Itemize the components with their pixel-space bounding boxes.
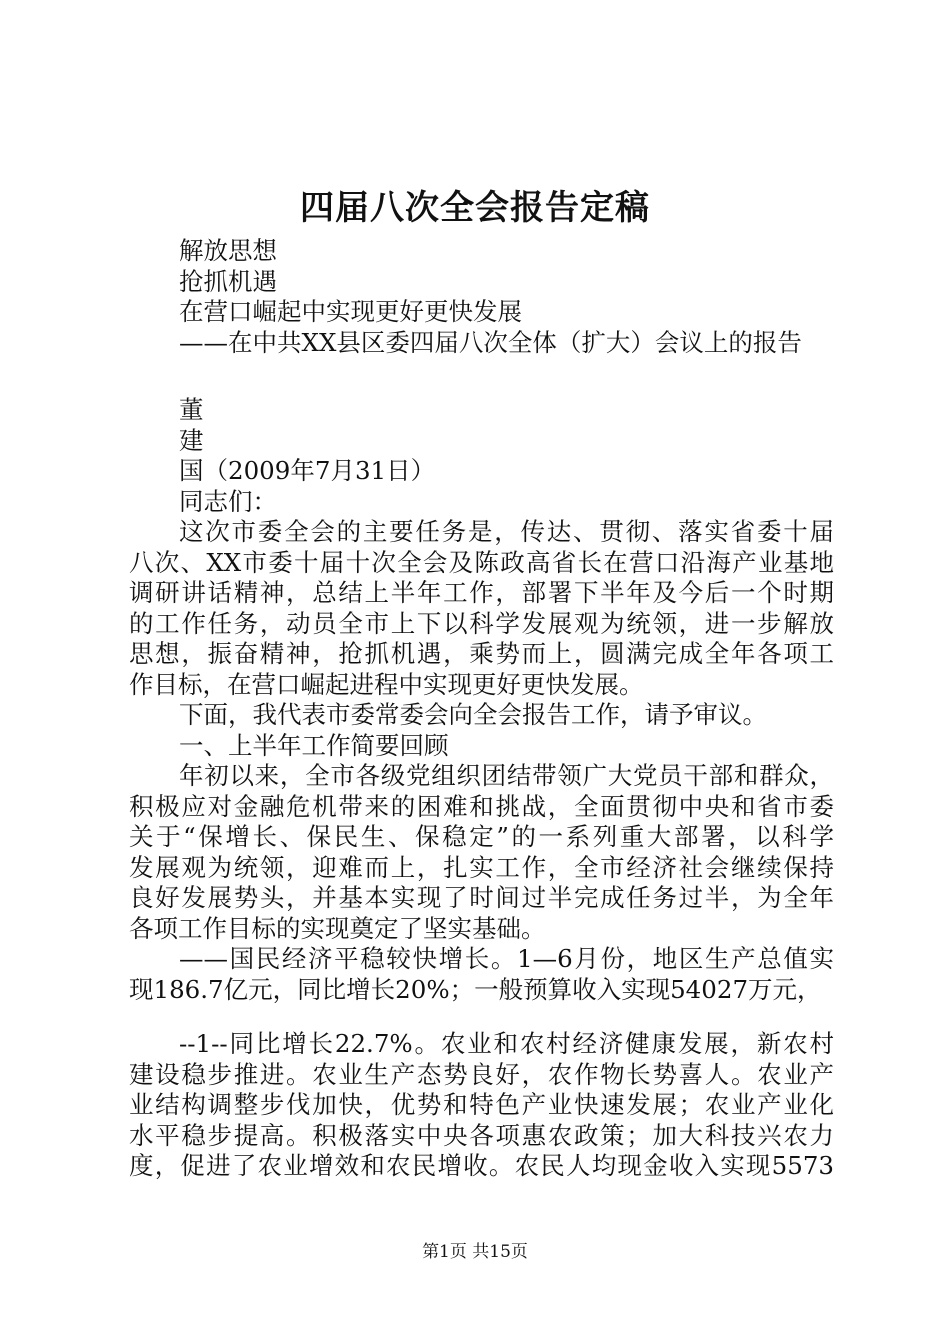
paragraph-line: 水平稳步提高。积极落实中央各项惠农政策；加大科技兴农力 xyxy=(129,1120,834,1150)
spacer xyxy=(129,358,834,395)
author-date-line: 国（2009年7月31日） xyxy=(179,456,436,485)
paragraph-line: 良好发展势头，并基本实现了时间过半完成任务过半，为全年 xyxy=(129,883,834,912)
section-heading: 一、上半年工作简要回顾 xyxy=(179,730,449,760)
paragraph-line: 各项工作目标的实现奠定了坚实基础。 xyxy=(129,913,546,943)
paragraph-line: ——国民经济平稳较快增长。1—6月份，地区生产总值实 xyxy=(179,944,834,973)
document-body xyxy=(129,236,834,1005)
paragraph-line: 这次市委全会的主要任务是，传达、贯彻、落实省委十届 xyxy=(179,517,834,546)
salutation: 同志们： xyxy=(179,486,277,516)
paragraph-line: 八次、XX市委十届十次全会及陈政高省长在营口沿海产业基地 xyxy=(129,547,834,577)
paragraph-line: 积极应对金融危机带来的困难和挑战，全面贯彻中央和省市委 xyxy=(129,791,834,821)
paragraph-line: 现186.7亿元，同比增长20%；一般预算收入实现54027万元， xyxy=(129,974,822,1004)
paragraph-line: 调研讲话精神，总结上半年工作，部署下半年及今后一个时期 xyxy=(129,578,834,607)
paragraph-line: 发展观为统领，迎难而上，扎实工作，全市经济社会继续保持 xyxy=(129,852,834,882)
document-body-continued xyxy=(129,1029,834,1182)
paragraph-line: 下面，我代表市委常委会向全会报告工作，请予审议。 xyxy=(179,700,767,729)
author-line: 董 xyxy=(179,395,204,424)
subtitle-line: ——在中共XX县区委四届八次全体（扩大）会议上的报告 xyxy=(179,327,802,357)
paragraph-line: 建设稳步推进。农业生产态势良好，农作物长势喜人。农业产 xyxy=(129,1059,834,1089)
author-line: 建 xyxy=(179,425,204,455)
heading-line: 在营口崛起中实现更好更快发展 xyxy=(179,297,522,326)
paragraph-line: 作目标，在营口崛起进程中实现更好更快发展。 xyxy=(129,669,644,699)
heading-line: 解放思想 xyxy=(179,236,277,265)
paragraph-line: 年初以来，全市各级党组织团结带领广大党员干部和群众， xyxy=(179,761,834,790)
paragraph-line: 的工作任务，动员全市上下以科学发展观为统领，进一步解放 xyxy=(129,608,834,638)
heading-line: 抢抓机遇 xyxy=(179,266,277,296)
paragraph-line: 业结构调整步伐加快，优势和特色产业快速发展；农业产业化 xyxy=(129,1090,834,1119)
paragraph-line: 思想，振奋精神，抢抓机遇，乘势而上，圆满完成全年各项工 xyxy=(129,639,834,668)
page-number-footer: 第1页 共15页 xyxy=(422,1242,528,1262)
paragraph-line: 度，促进了农业增效和农民增收。农民人均现金收入实现5573 xyxy=(129,1151,834,1180)
paragraph-line: --1--同比增长22.7%。农业和农村经济健康发展，新农村 xyxy=(179,1029,834,1058)
paragraph-line: 关于“保增长、保民生、保稳定”的一系列重大部署，以科学 xyxy=(129,822,834,851)
document-title: 四届八次全会报告定稿 xyxy=(300,188,650,228)
